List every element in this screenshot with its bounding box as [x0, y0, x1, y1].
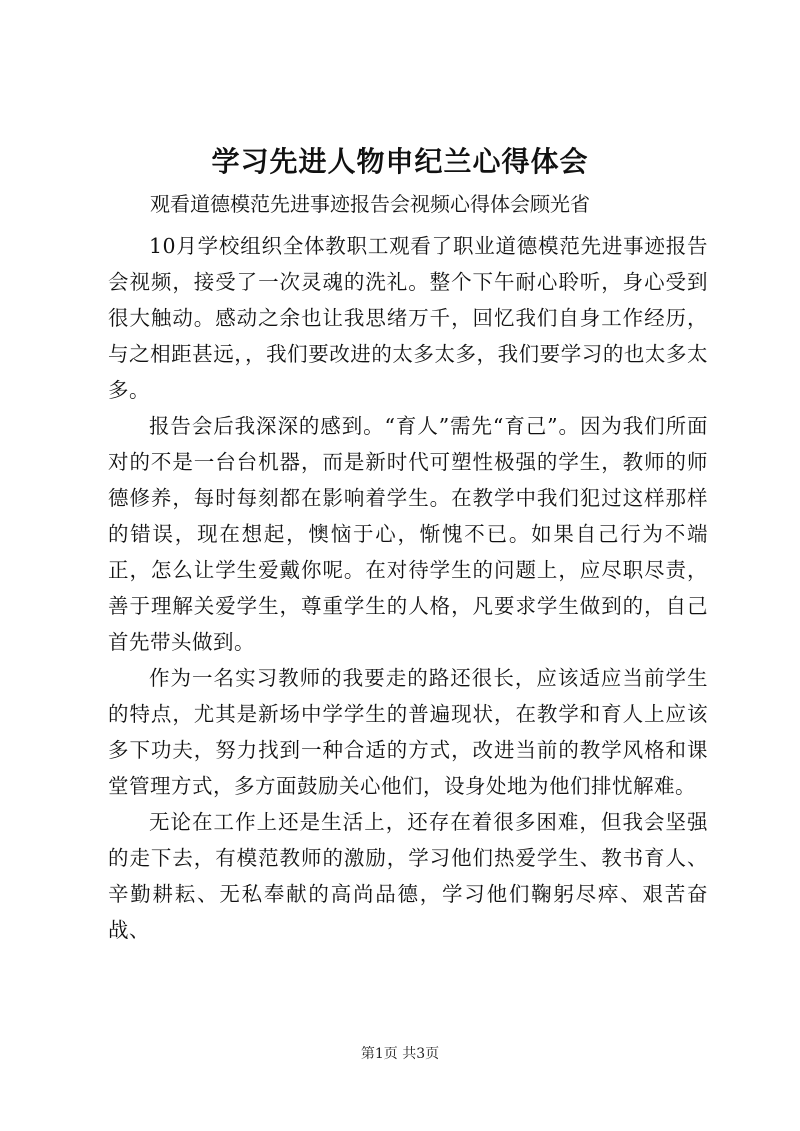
paragraph-4: 无论在工作上还是生活上，还存在着很多困难，但我会坚强的走下去，有模范教师的激励，学习他们热爱学生、教书育人、辛勤耕耘、无私奉献的高尚品德，学习他们鞠躬尽瘁、艰苦奋战、 [108, 810, 708, 942]
document-body [108, 228, 708, 948]
paragraph-2: 报告会后我深深的感到。“育人”需先“育己”。因为我们所面对的不是一台台机器，而是新时代可塑性极强的学生，教师的师德修养，每时每刻都在影响着学生。在教学中我们犯过这样那样的错误，现在想起，懊恼于心，惭愧不已。如果自己行为不端正，怎么让学生爱戴你呢。在对待学生的问题上，应尽职尽责，善于理解关爱学生，尊重学生的人格，凡要求学生做到的，自己首先带头做到。 [108, 414, 708, 654]
paragraph-1: 10月学校组织全体教职工观看了职业道德模范先进事迹报告会视频，接受了一次灵魂的洗礼。整个下午耐心聆听，身心受到很大触动。感动之余也让我思绪万千，回忆我们自身工作经历，与之相距甚远，，我们要改进的太多太多，我们要学习的也太多太多。 [108, 234, 708, 402]
document-subtitle: 观看道德模范先进事迹报告会视频心得体会顾光省 [150, 192, 590, 216]
paragraph-3: 作为一名实习教师的我要走的路还很长，应该适应当前学生的特点，尤其是新场中学学生的普遍现状，在教学和育人上应该多下功夫，努力找到一种合适的方式，改进当前的教学风格和课堂管理方式，多方面鼓励关心他们，设身处地为他们排忧解难。 [108, 666, 708, 798]
page-footer: 第1页 共3页 [360, 1046, 440, 1062]
document-title: 学习先进人物申纪兰心得体会 [211, 145, 589, 178]
